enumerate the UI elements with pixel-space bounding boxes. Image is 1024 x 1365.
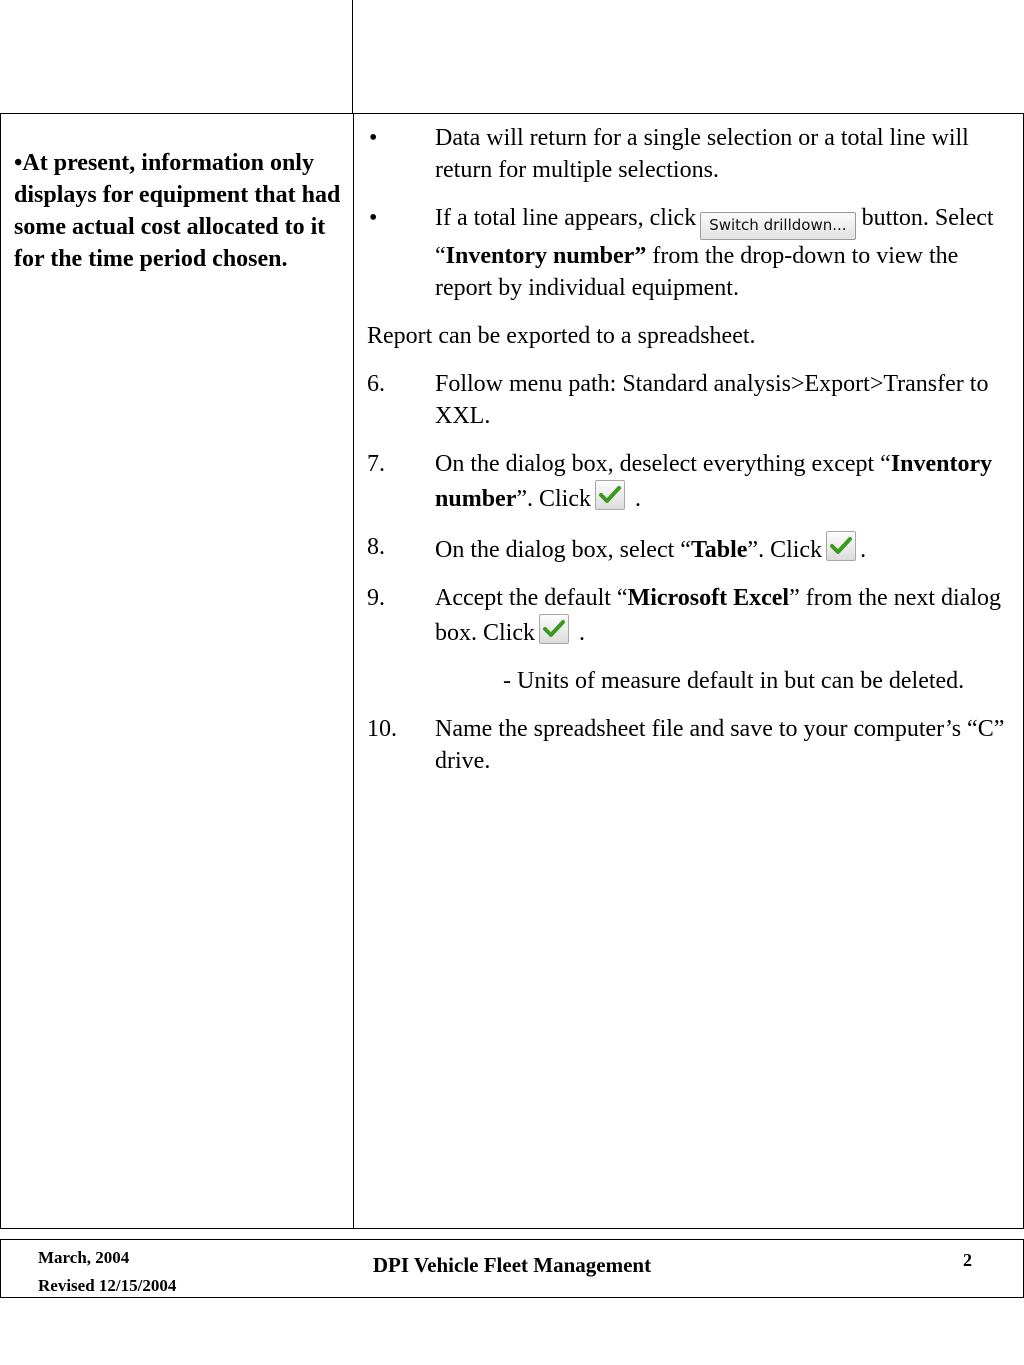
sub-note: - Units of measure default in but can be deleted. xyxy=(503,668,965,694)
bullet-text: Data will return for a single selection or a total line will return for multiple selections. xyxy=(435,125,969,183)
step-text xyxy=(435,582,1007,649)
step-text-part: On the dialog box, select “ xyxy=(435,537,691,563)
step-text-part: . xyxy=(860,537,867,563)
step-number: 9. xyxy=(367,585,385,611)
step-bold-text: Inventory number xyxy=(435,451,993,512)
step-number: 10. xyxy=(367,716,397,742)
step-bold-text: Microsoft Excel xyxy=(627,585,790,611)
bullet-item xyxy=(367,122,1007,186)
top-column-divider xyxy=(352,0,353,113)
step-number: 6. xyxy=(367,371,385,397)
step-text xyxy=(435,448,1007,515)
footer-revised: Revised 12/15/2004 xyxy=(38,1276,177,1295)
checkmark-icon[interactable] xyxy=(595,480,625,510)
step-item xyxy=(367,448,1007,515)
content-table xyxy=(0,113,1024,1229)
step-item xyxy=(367,368,1007,432)
step-bold-text: Table xyxy=(690,537,748,563)
instructions xyxy=(367,122,1007,793)
step-text-part: ”. Click xyxy=(516,486,591,512)
step-text: Name the spreadsheet file and save to your computer’s “C” drive. xyxy=(435,716,1005,774)
footer-date: March, 2004 xyxy=(38,1248,130,1267)
step-text-part: . xyxy=(629,486,641,512)
export-intro: Report can be exported to a spreadsheet. xyxy=(367,323,756,349)
footer-title: DPI Vehicle Fleet Management xyxy=(372,1253,652,1277)
bullet-text-part: button. Select “ xyxy=(435,205,994,269)
bullet-marker: • xyxy=(369,205,378,231)
step-text-part: Accept the default “ xyxy=(435,585,628,611)
step-text-part: ”. Click xyxy=(747,537,823,563)
bullet-marker: • xyxy=(369,125,378,151)
column-divider xyxy=(353,114,354,1228)
step-text: Follow menu path: Standard analysis>Export>Transfer to XXL. xyxy=(435,371,989,429)
bullet-text-part: If a total line appears, click xyxy=(435,205,697,231)
checkmark-icon[interactable] xyxy=(539,614,569,644)
footer xyxy=(0,1239,1024,1298)
bullet-text xyxy=(435,202,1007,304)
step-text-part: . xyxy=(573,620,585,646)
step-text-part: On the dialog box, deselect everything except “ xyxy=(435,451,891,477)
side-note: •At present, information only displays for equipment that had some actual cost allocated to it for the time period chosen. xyxy=(14,150,341,272)
bullet-item xyxy=(367,202,1007,304)
step-number: 8. xyxy=(367,534,385,560)
switch-drilldown-button[interactable]: Switch drilldown... xyxy=(700,212,855,240)
step-item xyxy=(367,531,1007,566)
bullet-bold-text: Inventory number” xyxy=(445,243,647,269)
bullet-text-part: from the drop-down to view the report by individual equipment. xyxy=(435,243,959,301)
step-number: 7. xyxy=(367,451,385,477)
step-text xyxy=(435,531,1007,566)
page-number: 2 xyxy=(963,1250,972,1270)
step-item xyxy=(367,582,1007,649)
step-item xyxy=(367,713,1007,777)
checkmark-icon[interactable] xyxy=(826,531,856,561)
step-text-part: ” from the next dialog box. Click xyxy=(435,585,1001,646)
